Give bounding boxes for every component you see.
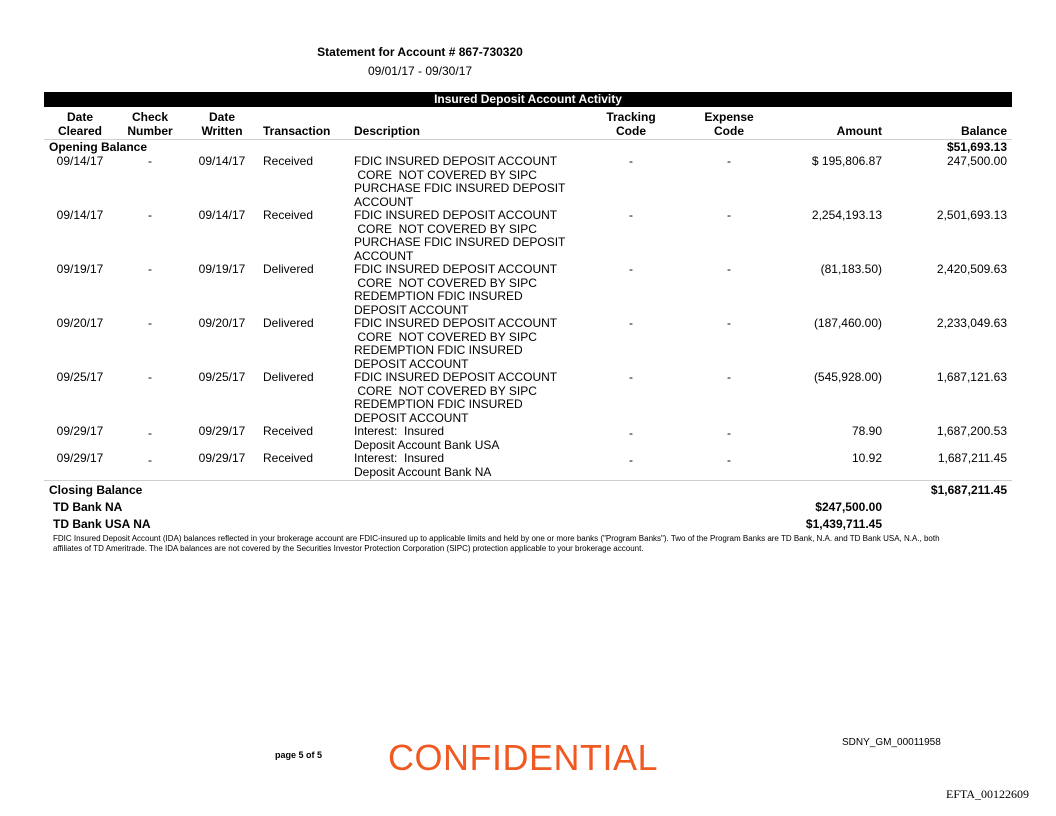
description-line: ACCOUNT [354,248,414,263]
date-cleared: 09/29/17 [56,424,104,438]
date-cleared: 09/20/17 [56,316,104,330]
bates-number-efta: EFTA_00122609 [946,787,1030,801]
transaction: Received [263,154,314,168]
col-check-number [120,110,180,138]
col-date-written [192,110,252,138]
description-line: Deposit Account Bank NA [354,464,492,479]
confidential-stamp: CONFIDENTIAL [388,737,659,778]
expense-code: - [727,370,731,384]
transaction: Delivered [263,316,314,330]
closing-rule [44,480,1012,481]
col-date-written-line2: Written [201,124,243,138]
expense-code: - [727,208,731,222]
table-row [0,155,1056,209]
col-tracking-code [596,110,666,138]
description-line: CORE NOT COVERED BY SIPC [354,275,537,290]
bank-name: TD Bank NA [53,500,123,514]
balance: 1,687,200.53 [936,424,1007,438]
tracking-code: - [629,154,633,168]
date-written: 09/29/17 [198,451,246,465]
date-cleared: 09/14/17 [56,154,104,168]
closing-balance-value: $1,687,211.45 [930,483,1007,497]
description-line: DEPOSIT ACCOUNT [354,356,469,371]
balance: 1,687,211.45 [937,451,1007,465]
table-row [0,263,1056,317]
description-line: FDIC INSURED DEPOSIT ACCOUNT [354,208,558,222]
description-line: FDIC INSURED DEPOSIT ACCOUNT [354,370,558,384]
amount: 78.90 [851,424,882,438]
date-cleared: 09/19/17 [56,262,104,276]
balance: 2,233,049.63 [936,316,1007,330]
date-written: 09/14/17 [198,208,246,222]
description-line: FDIC INSURED DEPOSIT ACCOUNT [354,154,558,168]
bank-name: TD Bank USA NA [53,517,151,531]
col-amount: Amount [836,124,882,138]
bank-amount: $1,439,711.45 [805,517,882,531]
col-expense-code [694,110,764,138]
description-line: FDIC INSURED DEPOSIT ACCOUNT [354,316,558,330]
description-line: Interest: Insured [354,451,445,465]
tracking-code: - [629,453,633,467]
opening-balance-label: Opening Balance [49,140,148,154]
col-check-number-line2: Number [127,124,173,138]
date-cleared: 09/14/17 [56,208,104,222]
date-written: 09/19/17 [198,262,246,276]
statement-period: 09/01/17 - 09/30/17 [367,64,473,78]
description-line: CORE NOT COVERED BY SIPC [354,383,537,398]
amount: (81,183.50) [820,262,882,276]
col-expense-code-line2: Code [714,124,744,138]
description-line: REDEMPTION FDIC INSURED [354,289,523,303]
opening-balance-value: $51,693.13 [946,140,1007,154]
balance: 2,501,693.13 [936,208,1007,222]
date-written: 09/20/17 [198,316,246,330]
amount: (545,928.00) [813,370,882,384]
bates-number-sdny: SDNY_GM_00011958 [842,737,941,748]
tracking-code: - [629,370,633,384]
check-number: - [148,262,152,276]
col-tracking-code-line2: Code [616,124,646,138]
check-number: - [148,426,152,440]
table-row [0,317,1056,371]
closing-balance-label: Closing Balance [49,483,143,497]
tracking-code: - [629,208,633,222]
table-row [0,209,1056,263]
description-line: FDIC INSURED DEPOSIT ACCOUNT [354,262,558,276]
expense-code: - [727,316,731,330]
amount: 10.92 [851,451,882,465]
table-row [0,371,1056,425]
description-line: DEPOSIT ACCOUNT [354,410,469,425]
check-number: - [148,453,152,467]
description-line: REDEMPTION FDIC INSURED [354,343,523,357]
balance: 2,420,509.63 [936,262,1007,276]
expense-code: - [727,453,731,467]
check-number: - [148,154,152,168]
statement-title: Statement for Account # 867-730320 [317,45,523,59]
col-transaction: Transaction [263,124,331,138]
transaction: Delivered [263,370,314,384]
table-row [0,452,1056,479]
description-line: PURCHASE FDIC INSURED DEPOSIT [354,235,566,249]
page-number: page 5 of 5 [275,750,323,760]
amount: $ 195,806.87 [811,154,882,168]
description-line: DEPOSIT ACCOUNT [354,302,469,317]
col-date-cleared [50,110,110,138]
section-title-bar: Insured Deposit Account Activity [44,92,1012,107]
date-cleared: 09/29/17 [56,451,104,465]
expense-code: - [727,154,731,168]
transaction: Received [263,208,314,222]
description-line: CORE NOT COVERED BY SIPC [354,329,537,344]
amount: (187,460.00) [813,316,882,330]
col-date-cleared-line1: Date [66,110,93,124]
description-line: Deposit Account Bank USA [354,437,500,452]
col-description: Description [354,124,421,138]
transaction: Received [263,424,314,438]
transaction: Received [263,451,314,465]
col-expense-code-line1: Expense [704,110,754,124]
check-number: - [148,370,152,384]
check-number: - [148,316,152,330]
date-written: 09/29/17 [198,424,246,438]
amount: 2,254,193.13 [811,208,882,222]
col-tracking-code-line1: Tracking [606,110,656,124]
table-row [0,425,1056,452]
balance: 1,687,121.63 [936,370,1007,384]
date-cleared: 09/25/17 [56,370,104,384]
col-balance: Balance [960,124,1007,138]
tracking-code: - [629,426,633,440]
date-written: 09/25/17 [198,370,246,384]
description-line: CORE NOT COVERED BY SIPC [354,221,537,236]
col-date-cleared-line2: Cleared [57,124,103,138]
expense-code: - [727,262,731,276]
tracking-code: - [629,316,633,330]
check-number: - [148,208,152,222]
date-written: 09/14/17 [198,154,246,168]
description-line: REDEMPTION FDIC INSURED [354,397,523,411]
col-date-written-line1: Date [208,110,235,124]
tracking-code: - [629,262,633,276]
expense-code: - [727,426,731,440]
description-line: CORE NOT COVERED BY SIPC [354,167,537,182]
balance: 247,500.00 [946,154,1007,168]
header-rule [44,139,1012,140]
description-line: ACCOUNT [354,194,414,209]
col-check-number-line1: Check [131,110,169,124]
description-line: PURCHASE FDIC INSURED DEPOSIT [354,181,566,195]
description-line: Interest: Insured [354,424,445,438]
bank-amount: $247,500.00 [815,500,882,514]
ida-footnote: FDIC Insured Deposit Account (IDA) balances reflected in your brokerage account are FDIC-insured up to applicable limits and held by one or more banks ("Program Banks"). Two of the Program Banks are TD Bank, N.A. and TD Bank USA, N.A., both affiliates of TD Ameritrade. The IDA balances are not covered by the Securities Investor Protection Corporation (SIPC) protection applicable to your brokerage account. [53,534,940,553]
transaction: Delivered [263,262,314,276]
